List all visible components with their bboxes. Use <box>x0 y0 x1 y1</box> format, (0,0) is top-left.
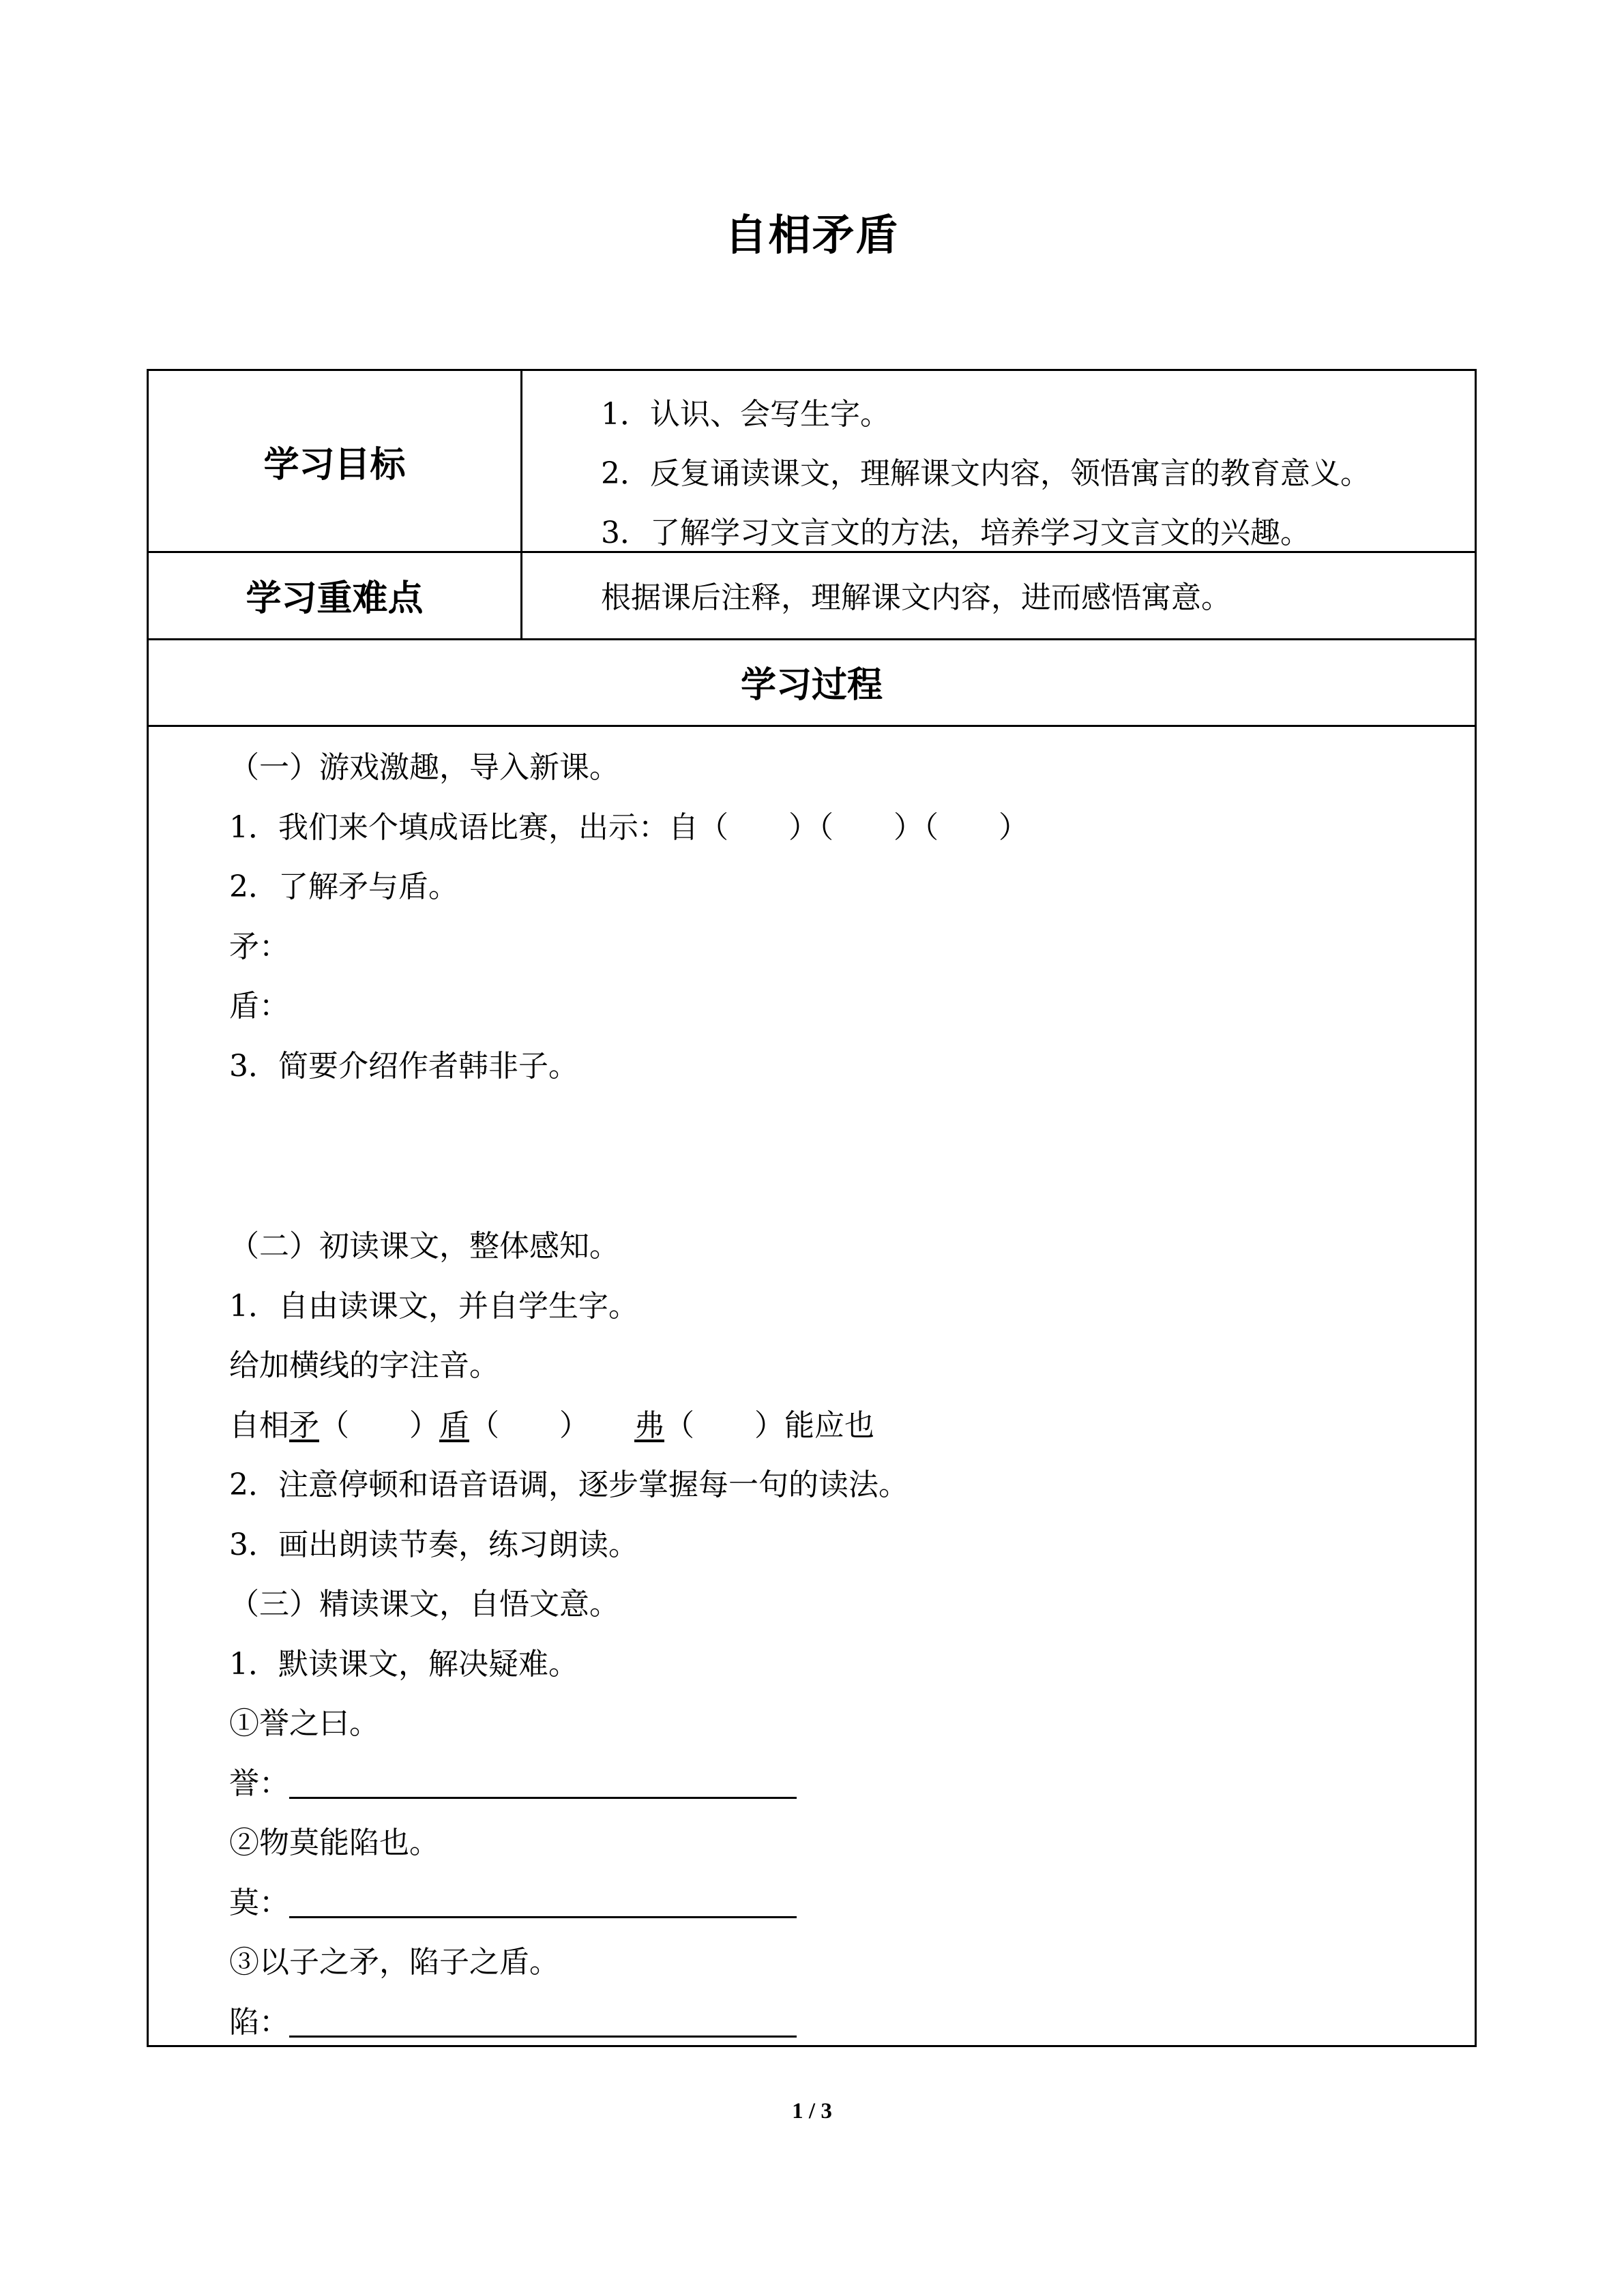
pinyin-instruction: 给加横线的字注音。 <box>229 1348 499 1383</box>
answer-line-2 <box>229 1883 797 1924</box>
answer-line-3 <box>229 2002 797 2043</box>
column-divider <box>520 371 522 638</box>
spear-answer-label: 矛： <box>229 929 289 964</box>
underlined-char: 矛 <box>289 1408 319 1443</box>
goal-item: 3．了解学习文言文的方法，培养学习文言文的兴趣。 <box>601 516 1310 550</box>
pinyin-blank: （ ）能应也 <box>664 1408 874 1443</box>
process-header: 学习过程 <box>740 665 883 706</box>
answer-label: 誉： <box>229 1766 289 1801</box>
question-2: ②物莫能陷也。 <box>229 1825 439 1860</box>
row-divider <box>149 725 1475 727</box>
shield-answer-label: 盾： <box>229 989 289 1024</box>
goals-list <box>601 385 1370 563</box>
blank-answer-line[interactable] <box>289 2006 797 2038</box>
answer-label: 莫： <box>229 1885 289 1920</box>
section-2-heading: （二）初读课文，整体感知。 <box>229 1229 619 1264</box>
section-3-heading: （三）精读课文，自悟文意。 <box>229 1587 619 1622</box>
self-read-item: 1．自由读课文，并自学生字。 <box>229 1289 638 1324</box>
rhythm-item: 3．画出朗读节奏，练习朗读。 <box>229 1527 638 1562</box>
pinyin-blank: （ ） <box>469 1408 634 1443</box>
author-intro-item: 3．简要介绍作者韩非子。 <box>229 1049 578 1084</box>
section-1-heading: （一）游戏激趣，导入新课。 <box>229 750 619 785</box>
keypoints-label: 学习重难点 <box>246 578 424 619</box>
answer-label: 陷： <box>229 2005 289 2040</box>
underlined-char: 弗 <box>634 1408 664 1443</box>
goals-label: 学习目标 <box>263 444 406 486</box>
underlined-char: 盾 <box>439 1408 469 1443</box>
answer-line-1 <box>229 1763 797 1804</box>
goal-item: 1．认识、会写生字。 <box>601 397 890 432</box>
question-3: ③以子之矛，陷子之盾。 <box>229 1945 559 1980</box>
pinyin-exercise <box>229 1405 874 1446</box>
idiom-fill-question: 1．我们来个填成语比赛，出示：自（ ）（ ）（ ） <box>229 810 1029 845</box>
blank-answer-line[interactable] <box>289 1767 797 1799</box>
spear-shield-item: 2．了解矛与盾。 <box>229 869 458 904</box>
blank-answer-line[interactable] <box>289 1886 797 1918</box>
pinyin-blank: （ ） <box>319 1408 439 1443</box>
keypoints-text: 根据课后注释，理解课文内容，进而感悟寓意。 <box>601 580 1231 615</box>
page-number: 1 / 3 <box>792 2099 832 2123</box>
pause-tone-item: 2．注意停顿和语音语调，逐步掌握每一句的读法。 <box>229 1467 909 1502</box>
question-1: ①誉之曰。 <box>229 1706 379 1741</box>
page-title: 自相矛盾 <box>724 210 900 260</box>
lesson-table <box>147 369 1477 2047</box>
goal-item: 2．反复诵读课文，理解课文内容，领悟寓言的教育意义。 <box>601 456 1370 491</box>
silent-read-item: 1．默读课文，解决疑难。 <box>229 1647 578 1682</box>
pinyin-prefix: 自相 <box>229 1408 289 1443</box>
